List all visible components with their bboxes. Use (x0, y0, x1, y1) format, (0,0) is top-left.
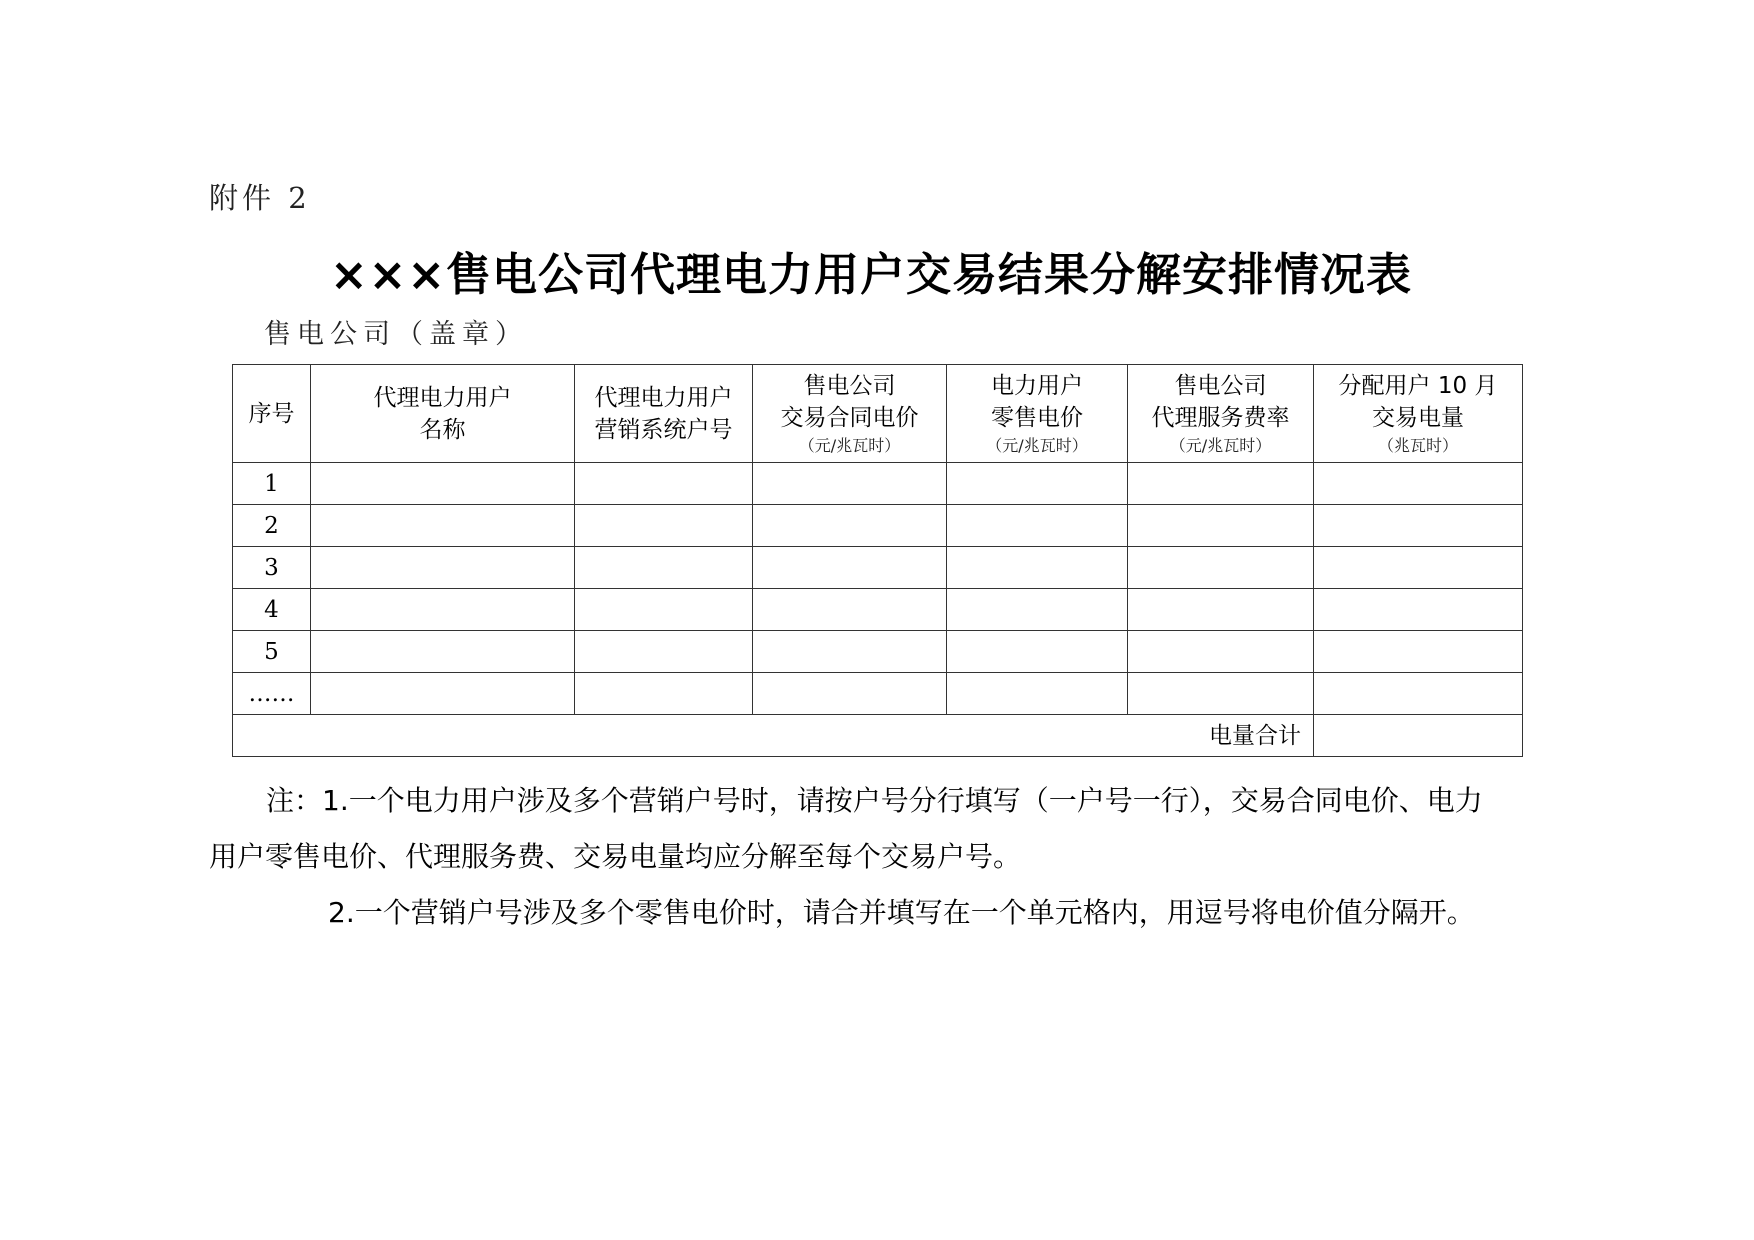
cell-user-name[interactable] (311, 631, 575, 673)
table-header-row (233, 365, 1523, 463)
cell-retail-price[interactable] (947, 505, 1128, 547)
cell-service-fee[interactable] (1128, 673, 1314, 715)
total-row (233, 715, 1523, 757)
cell-allocated-energy[interactable] (1314, 505, 1523, 547)
cell-retail-price[interactable] (947, 673, 1128, 715)
cell-account-no[interactable] (575, 673, 753, 715)
attachment-label: 附件 2 (209, 181, 311, 215)
row-seq: 4 (233, 589, 311, 631)
cell-allocated-energy[interactable] (1314, 463, 1523, 505)
header-line: 代理电力用户 (594, 384, 733, 411)
header-account-no (575, 365, 753, 463)
cell-user-name[interactable] (311, 673, 575, 715)
header-retail-price (947, 365, 1128, 463)
company-stamp-label: 售电公司（盖章） (264, 319, 528, 350)
row-seq: 3 (233, 547, 311, 589)
cell-user-name[interactable] (311, 463, 575, 505)
header-allocated-energy (1314, 365, 1523, 463)
cell-account-no[interactable] (575, 463, 753, 505)
header-line: 名称 (419, 416, 466, 443)
header-user-name (311, 365, 575, 463)
cell-contract-price[interactable] (753, 589, 947, 631)
cell-service-fee[interactable] (1128, 589, 1314, 631)
cell-user-name[interactable] (311, 547, 575, 589)
cell-contract-price[interactable] (753, 631, 947, 673)
table-row (233, 463, 1523, 505)
cell-user-name[interactable] (311, 589, 575, 631)
header-line: 售电公司 (803, 372, 896, 399)
cell-allocated-energy[interactable] (1314, 547, 1523, 589)
total-label: 电量合计 (233, 715, 1314, 757)
cell-user-name[interactable] (311, 505, 575, 547)
cell-account-no[interactable] (575, 589, 753, 631)
notes-section (209, 773, 1539, 941)
note-1-line-2: 用户零售电价、代理服务费、交易电量均应分解至每个交易户号。 (209, 840, 1022, 873)
cell-service-fee[interactable] (1128, 463, 1314, 505)
table-row (233, 505, 1523, 547)
header-unit: （元/兆瓦时） (1169, 435, 1272, 455)
header-line: 分配用户 10 月 (1338, 372, 1498, 399)
header-unit: （元/兆瓦时） (986, 435, 1088, 455)
row-seq: 5 (233, 631, 311, 673)
cell-total-energy[interactable] (1314, 715, 1523, 757)
header-unit: （兆瓦时） (1377, 435, 1458, 455)
table-row (233, 589, 1523, 631)
header-line: 电力用户 (991, 372, 1083, 399)
allocation-table (232, 364, 1523, 757)
header-line: 交易电量 (1372, 404, 1464, 431)
row-seq: …… (233, 673, 311, 715)
cell-service-fee[interactable] (1128, 505, 1314, 547)
header-contract-price (753, 365, 947, 463)
row-seq: 1 (233, 463, 311, 505)
header-line: 营销系统户号 (594, 416, 733, 443)
cell-retail-price[interactable] (947, 547, 1128, 589)
cell-allocated-energy[interactable] (1314, 589, 1523, 631)
header-line: 序号 (248, 400, 295, 427)
header-line: 代理电力用户 (373, 384, 512, 411)
header-line: 零售电价 (991, 404, 1083, 431)
cell-allocated-energy[interactable] (1314, 631, 1523, 673)
header-unit: （元/兆瓦时） (798, 435, 901, 455)
cell-allocated-energy[interactable] (1314, 673, 1523, 715)
table-row (233, 673, 1523, 715)
cell-retail-price[interactable] (947, 631, 1128, 673)
page-title: ×××售电公司代理电力用户交易结果分解安排情况表 (329, 248, 1413, 301)
cell-service-fee[interactable] (1128, 631, 1314, 673)
cell-contract-price[interactable] (753, 547, 947, 589)
cell-contract-price[interactable] (753, 505, 947, 547)
table-row (233, 631, 1523, 673)
header-line: 售电公司 (1174, 372, 1267, 399)
note-1-line-1: 注：1.一个电力用户涉及多个营销户号时，请按户号分行填写（一户号一行），交易合同电价、电力 (266, 784, 1483, 817)
cell-service-fee[interactable] (1128, 547, 1314, 589)
cell-contract-price[interactable] (753, 463, 947, 505)
cell-contract-price[interactable] (753, 673, 947, 715)
note-2: 2.一个营销户号涉及多个零售电价时，请合并填写在一个单元格内，用逗号将电价值分隔开。 (328, 896, 1475, 929)
header-line: 代理服务费率 (1151, 404, 1290, 431)
cell-account-no[interactable] (575, 547, 753, 589)
row-seq: 2 (233, 505, 311, 547)
cell-account-no[interactable] (575, 631, 753, 673)
cell-retail-price[interactable] (947, 589, 1128, 631)
header-seq (233, 365, 311, 463)
cell-retail-price[interactable] (947, 463, 1128, 505)
table-row (233, 547, 1523, 589)
header-service-fee (1128, 365, 1314, 463)
cell-account-no[interactable] (575, 505, 753, 547)
header-line: 交易合同电价 (780, 404, 919, 431)
